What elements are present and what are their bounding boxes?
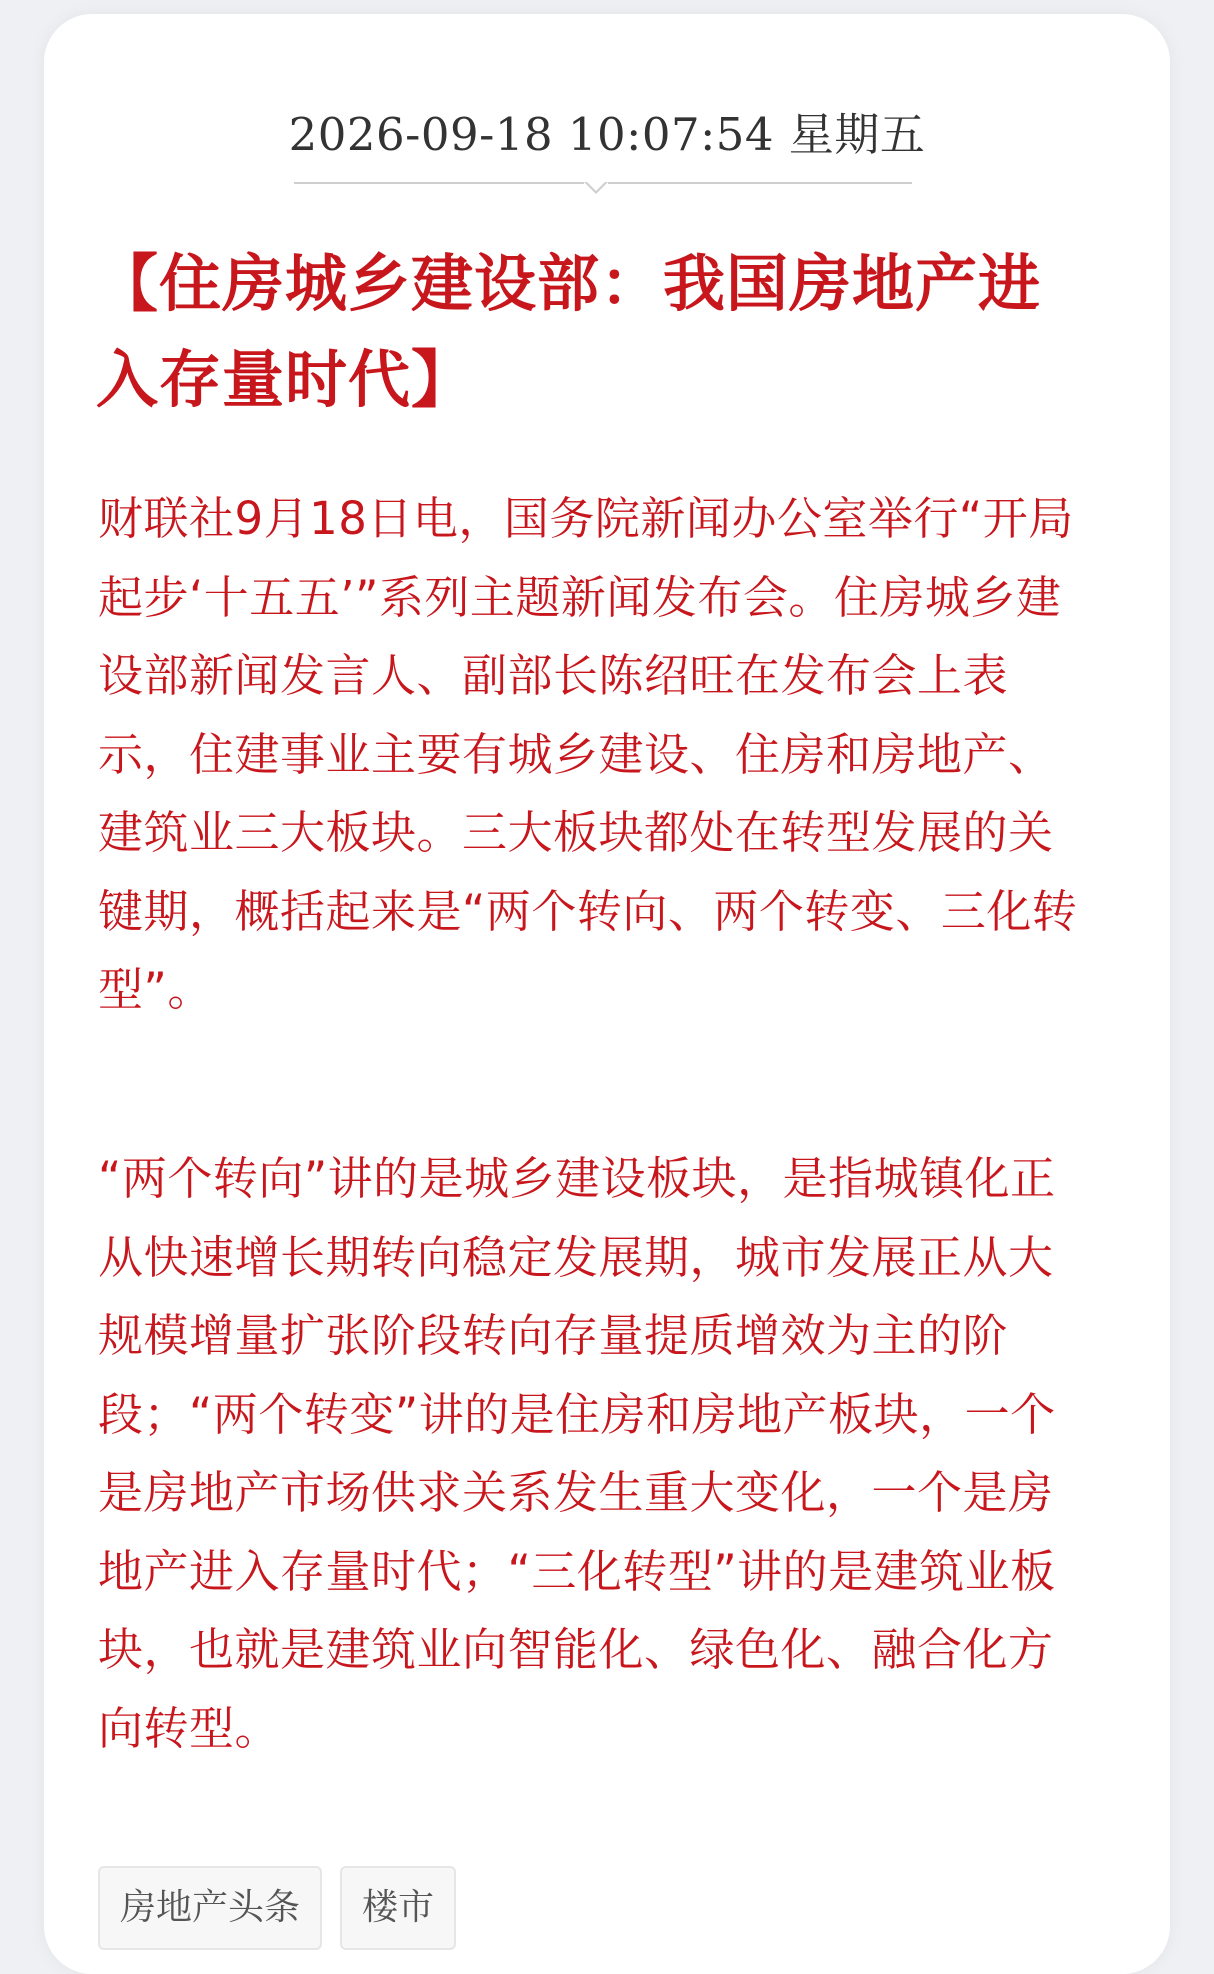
publish-timestamp: 2026-09-18 10:07:54 星期五	[288, 108, 926, 161]
tag-property-market[interactable]: 楼市	[340, 1866, 456, 1950]
article-paragraph-2: “两个转向”讲的是城乡建设板块，是指城镇化正从快速增长期转向稳定发展期，城市发展正从大规模增量扩张阶段转向存量提质增效为主的阶段；“两个转变”讲的是住房和房地产板块，一个是房地产市场供求关系发生重大变化，一个是房地产进入存量时代；“三化转型”讲的是建筑业板块，也就是建筑业向智能化、绿色化、融合化方向转型。	[98, 1152, 1056, 1755]
divider-notch-icon	[584, 181, 608, 193]
article-paragraph-1: 财联社9月18日电，国务院新闻办公室举行“开局起步‘十五五’”系列主题新闻发布会。住房城乡建设部新闻发言人、副部长陈绍旺在发布会上表示，住建事业主要有城乡建设、住房和房地产、建筑业三大板块。三大板块都处在转型发展的关键期，概括起来是“两个转向、两个转变、三化转型”。	[98, 492, 1078, 1016]
tag-real-estate-headlines[interactable]: 房地产头条	[98, 1866, 322, 1950]
timestamp-divider	[294, 182, 912, 184]
article-headline: 【住房城乡建设部：我国房地产进入存量时代】	[96, 247, 1042, 416]
tag-list	[98, 1866, 456, 1950]
